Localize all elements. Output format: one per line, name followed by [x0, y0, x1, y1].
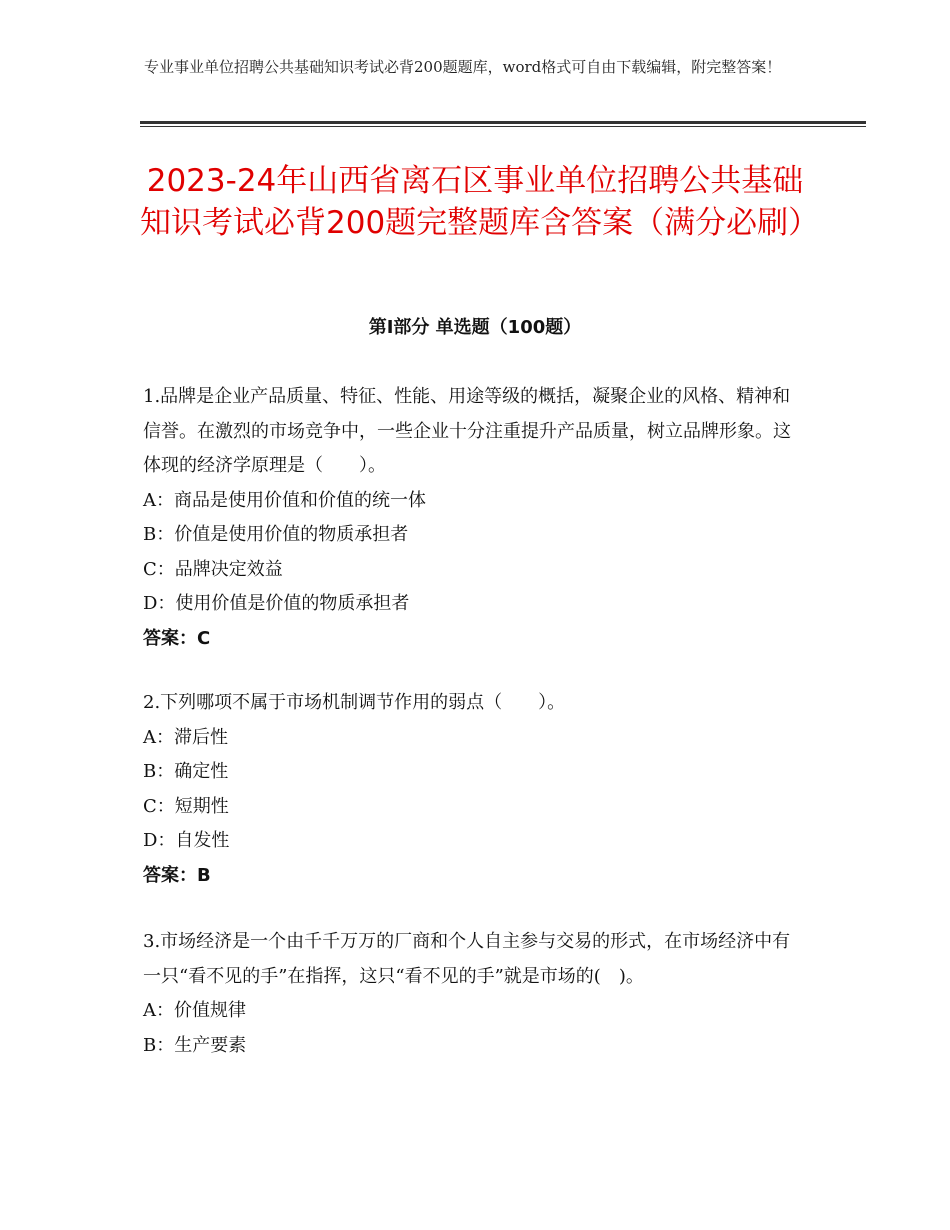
question-text: 3.市场经济是一个由千千万万的厂商和个人自主参与交易的形式，在市场经济中有一只“看不见的手”在指挥，这只“看不见的手”就是市场的( )。: [143, 931, 791, 987]
option-c: C：短期性: [143, 795, 229, 817]
header-divider-thick: [140, 121, 866, 124]
question-text: 2.下列哪项不属于市场机制调节作用的弱点（ ）。: [143, 692, 566, 713]
option-b: B：生产要素: [143, 1034, 247, 1056]
option-b: B：确定性: [143, 761, 229, 782]
option-a: A：滞后性: [143, 726, 228, 748]
option-b: B：价值是使用价值的物质承担者: [143, 524, 409, 545]
document-title: 2023-24年山西省离石区事业单位招聘公共基础知识考试必背200题完整题库含答案（满分必刷）: [140, 163, 820, 241]
option-d: D：自发性: [143, 830, 230, 851]
option-a: A：价值规律: [143, 1000, 246, 1021]
option-a: A：商品是使用价值和价值的统一体: [143, 489, 426, 511]
question-block: [143, 925, 803, 1063]
header-note: 专业事业单位招聘公共基础知识考试必背200题题库，word格式可自由下载编辑，附完整答案！: [144, 58, 782, 76]
question-block: [143, 380, 803, 656]
question-block: [143, 686, 803, 893]
answer-line: 答案：B: [143, 864, 211, 886]
option-d: D：使用价值是价值的物质承担者: [143, 593, 410, 614]
answer-line: 答案：C: [143, 627, 211, 649]
header-divider-thin: [140, 126, 866, 127]
question-text: 1.品牌是企业产品质量、特征、性能、用途等级的概括，凝聚企业的风格、精神和信誉。在激烈的市场竞争中，一些企业十分注重提升产品质量，树立品牌形象。这体现的经济学原理是（ ）。: [143, 386, 791, 476]
section-title: 第Ⅰ部分 单选题（100题）: [368, 317, 582, 338]
option-c: C：品牌决定效益: [143, 558, 283, 580]
